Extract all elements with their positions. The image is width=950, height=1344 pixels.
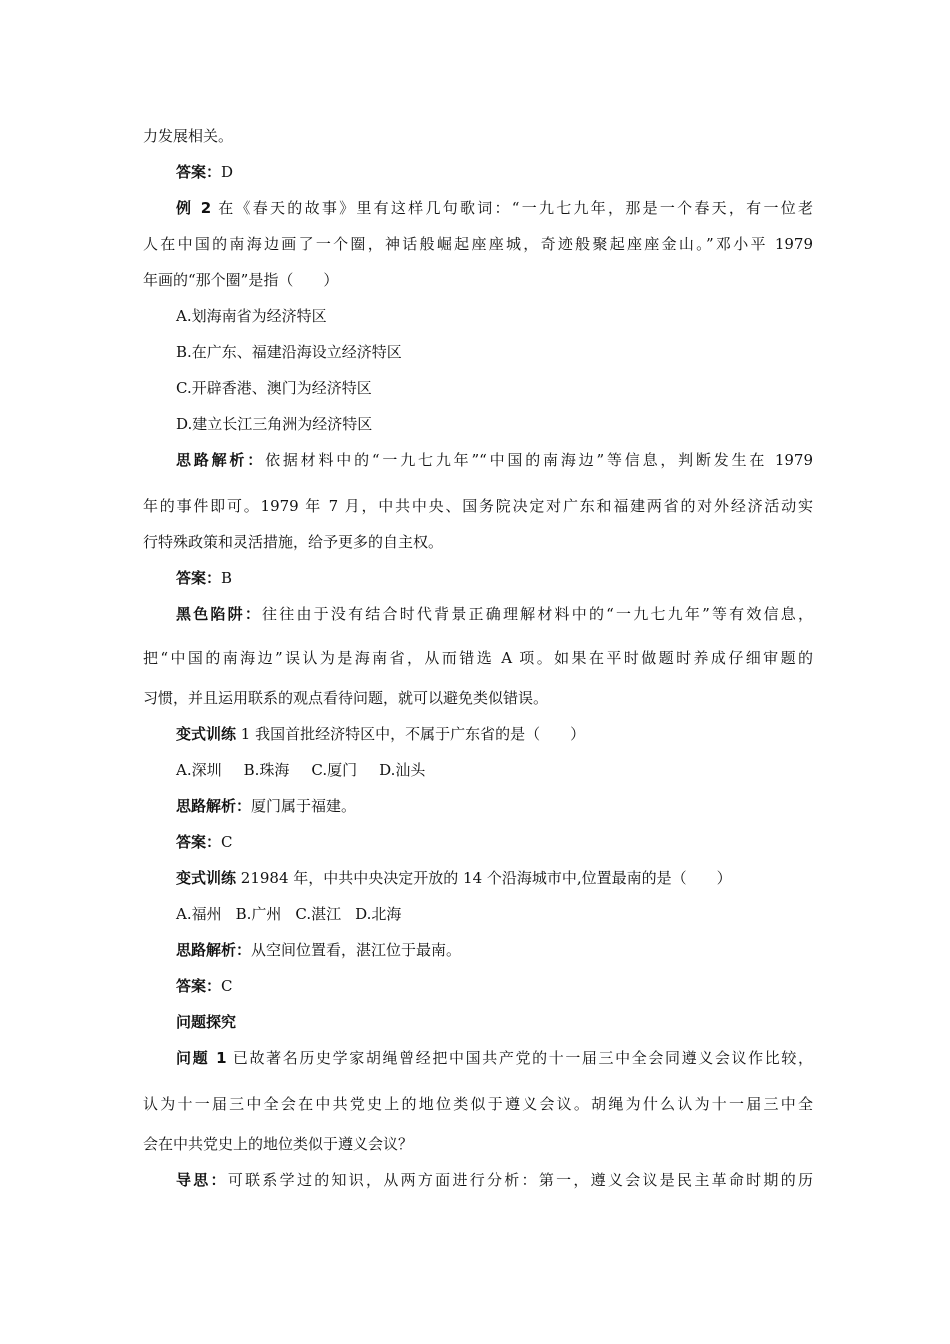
- paragraph-text: 往往由于没有结合时代背景正确理解材料中的“一九七九年”等有效信息，: [262, 605, 813, 623]
- answer-value: C: [221, 833, 233, 851]
- trap-label: 黑色陷阱：: [176, 605, 263, 623]
- paragraph-text: 厦门属于福建。: [251, 797, 357, 815]
- option-text: A.福州: [176, 905, 222, 923]
- paragraph-text: 人在中国的南海边画了一个圈，神话般崛起座座城，奇迹般聚起座座金山。”邓小平 1979: [143, 235, 813, 253]
- text-line: [143, 126, 813, 146]
- option-text: C.厦门: [311, 761, 358, 779]
- option-text: A.深圳: [176, 761, 222, 779]
- paragraph-text: 会在中共党史上的地位类似于遵义会议？: [143, 1135, 414, 1153]
- answer-line: [176, 976, 813, 996]
- paragraph-text: 在《春天的故事》里有这样几句歌词：“一九七九年，那是一个春天，有一位老: [211, 199, 813, 217]
- option-text: D.建立长江三角洲为经济特区: [176, 415, 373, 433]
- question-line: [176, 1048, 813, 1068]
- example-label: 例 2: [176, 199, 212, 217]
- paragraph-text: 年的事件即可。1979 年 7 月，中共中央、国务院决定对广东和福建两省的对外经济活动实: [143, 497, 813, 515]
- analysis-label: 思路解析：: [176, 941, 252, 959]
- option-text: D.北海: [355, 905, 402, 923]
- paragraph-text: 年画的“那个圈”是指（ ）: [143, 271, 339, 289]
- variant-options: [176, 904, 813, 924]
- option-text: D.汕头: [379, 761, 426, 779]
- answer-line: [176, 568, 813, 588]
- paragraph-text: 1 我国首批经济特区中，不属于广东省的是（ ）: [236, 725, 586, 743]
- variant-label: 变式训练: [176, 869, 237, 887]
- guide-label: 导思：: [176, 1171, 228, 1189]
- example-line: [176, 198, 813, 218]
- option-d: [176, 414, 813, 434]
- analysis-line: [176, 450, 813, 470]
- variant-options: [176, 760, 813, 780]
- answer-value: B: [221, 569, 233, 587]
- option-text: C.开辟香港、澳门为经济特区: [176, 379, 372, 397]
- option-text: B.在广东、福建沿海设立经济特区: [176, 343, 402, 361]
- trap-line: [176, 604, 813, 624]
- option-c: [176, 378, 813, 398]
- paragraph-text: 从空间位置看，湛江位于最南。: [251, 941, 462, 959]
- variant-line: [176, 724, 813, 744]
- variant-line: [176, 868, 813, 888]
- option-text: B.珠海: [243, 761, 290, 779]
- text-line: [143, 234, 813, 254]
- paragraph-text: 可联系学过的知识，从两方面进行分析：第一，遵义会议是民主革命时期的历: [227, 1171, 813, 1189]
- question-label: 问题 1: [176, 1049, 227, 1067]
- option-b: [176, 342, 813, 362]
- answer-value: C: [221, 977, 233, 995]
- answer-line: [176, 832, 813, 852]
- answer-label: 答案：: [176, 163, 222, 181]
- option-a: [176, 306, 813, 326]
- answer-label: 答案：: [176, 833, 222, 851]
- answer-line: [176, 162, 813, 182]
- text-line: [143, 532, 813, 552]
- paragraph-text: 力发展相关。: [143, 127, 234, 145]
- analysis-label: 思路解析：: [176, 797, 252, 815]
- answer-label: 答案：: [176, 977, 222, 995]
- paragraph-text: 依据材料中的“一九七九年”“中国的南海边”等信息，判断发生在 1979: [265, 451, 813, 469]
- analysis-line: [176, 796, 813, 816]
- section-heading: [176, 1012, 813, 1032]
- guide-line: [176, 1170, 813, 1190]
- text-line: [143, 688, 813, 708]
- paragraph-text: 已故著名历史学家胡绳曾经把中国共产党的十一届三中全会同遵义会议作比较，: [226, 1049, 813, 1067]
- option-text: A.划海南省为经济特区: [176, 307, 327, 325]
- variant-label: 变式训练: [176, 725, 237, 743]
- answer-value: D: [221, 163, 234, 181]
- analysis-label: 思路解析：: [176, 451, 266, 469]
- analysis-line: [176, 940, 813, 960]
- option-text: C.湛江: [295, 905, 342, 923]
- paragraph-text: 行特殊政策和灵活措施，给予更多的自主权。: [143, 533, 444, 551]
- text-line: [143, 1134, 813, 1154]
- option-text: B.广州: [235, 905, 282, 923]
- paragraph-text: 21984 年，中共中央决定开放的 14 个沿海城市中,位置最南的是（ ）: [236, 869, 732, 887]
- section-heading-text: 问题探究: [176, 1013, 237, 1031]
- paragraph-text: 把“中国的南海边”误认为是海南省，从而错选 A 项。如果在平时做题时养成仔细审题的: [143, 649, 813, 667]
- text-line: [143, 1094, 813, 1114]
- text-line: [143, 270, 813, 290]
- answer-label: 答案：: [176, 569, 222, 587]
- text-line: [143, 496, 813, 516]
- paragraph-text: 习惯，并且运用联系的观点看待问题，就可以避免类似错误。: [143, 689, 549, 707]
- paragraph-text: 认为十一届三中全会在中共党史上的地位类似于遵义会议。胡绳为什么认为十一届三中全: [143, 1095, 813, 1113]
- text-line: [143, 648, 813, 668]
